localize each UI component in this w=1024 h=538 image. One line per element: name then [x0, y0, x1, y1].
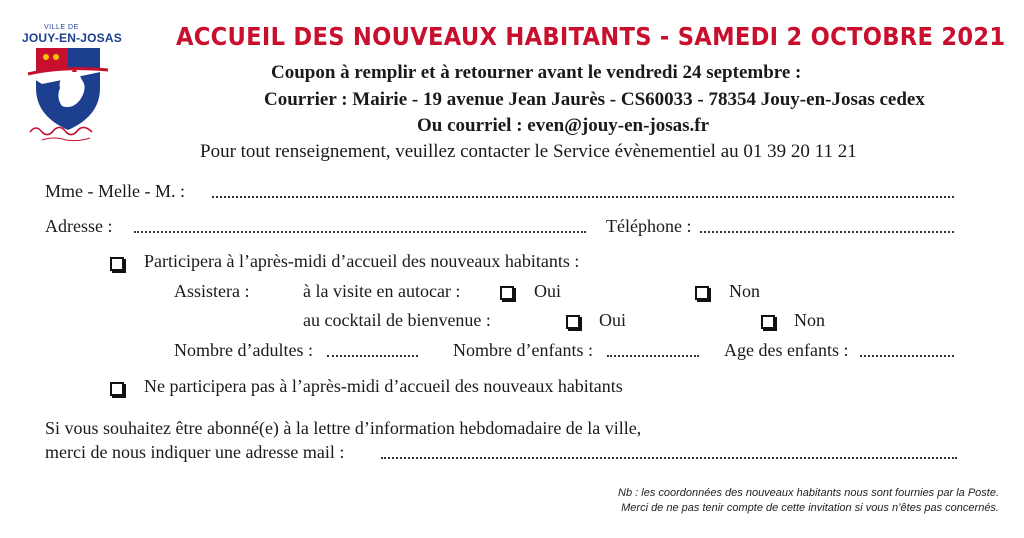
cocktail-oui-checkbox[interactable]	[566, 315, 580, 329]
logo-town-name: JOUY-EN-JOSAS	[22, 31, 122, 45]
cocktail-oui-label: Oui	[599, 310, 626, 330]
address-label: Adresse :	[45, 216, 113, 236]
phone-field[interactable]	[700, 231, 954, 233]
not-participate-checkbox[interactable]	[110, 382, 124, 396]
page-title: ACCUEIL DES NOUVEAUX HABITANTS - SAMEDI 2 OCTOBRE 2021	[176, 22, 1006, 51]
coupon-instruction: Coupon à remplir et à retourner avant le vendredi 24 septembre :	[271, 62, 802, 83]
participate-checkbox[interactable]	[110, 257, 124, 271]
visite-label: à la visite en autocar :	[303, 281, 461, 301]
age-label: Age des enfants :	[724, 340, 849, 360]
cocktail-non-checkbox[interactable]	[761, 315, 775, 329]
adultes-label: Nombre d’adultes :	[174, 340, 313, 360]
visite-oui-label: Oui	[534, 281, 561, 301]
enfants-field[interactable]	[607, 355, 699, 357]
visite-non-checkbox[interactable]	[695, 286, 709, 300]
logo-signature	[30, 127, 92, 134]
logo-shield-red	[36, 48, 68, 70]
enfants-label: Nombre d’enfants :	[453, 340, 593, 360]
name-field[interactable]	[212, 196, 954, 198]
town-logo	[22, 44, 114, 144]
newsletter-line-2: merci de nous indiquer une adresse mail :	[45, 442, 345, 462]
participate-label: Participera à l’après-midi d’accueil des nouveaux habitants :	[144, 251, 580, 271]
contact-info: Pour tout renseignement, veuillez contacter le Service évènementiel au 01 39 20 11 21	[200, 141, 857, 162]
visite-non-label: Non	[729, 281, 760, 301]
newsletter-line-1: Si vous souhaitez être abonné(e) à la lettre d’information hebdomadaire de la ville,	[45, 418, 642, 438]
phone-label: Téléphone :	[606, 216, 692, 236]
postal-address: Courrier : Mairie - 19 avenue Jean Jaurès - CS60033 - 78354 Jouy-en-Josas cedex	[264, 89, 925, 110]
adultes-field[interactable]	[327, 355, 418, 357]
age-field[interactable]	[860, 355, 954, 357]
newsletter-email-field[interactable]	[381, 457, 957, 459]
logo-small-text: VILLE DE	[44, 24, 79, 31]
not-participate-label: Ne participera pas à l’après-midi d’accueil des nouveaux habitants	[144, 376, 623, 396]
cocktail-non-label: Non	[794, 310, 825, 330]
cocktail-label: au cocktail de bienvenue :	[303, 310, 491, 330]
note-line-1: Nb : les coordonnées des nouveaux habitants nous sont fournies par la Poste.	[618, 487, 999, 499]
email-address: Ou courriel : even@jouy-en-josas.fr	[417, 115, 710, 136]
note-line-2: Merci de ne pas tenir compte de cette invitation si vous n’êtes pas concernés.	[621, 502, 999, 514]
address-field[interactable]	[134, 231, 586, 233]
name-label: Mme - Melle - M. :	[45, 181, 185, 201]
assistera-label: Assistera :	[174, 281, 250, 301]
visite-oui-checkbox[interactable]	[500, 286, 514, 300]
